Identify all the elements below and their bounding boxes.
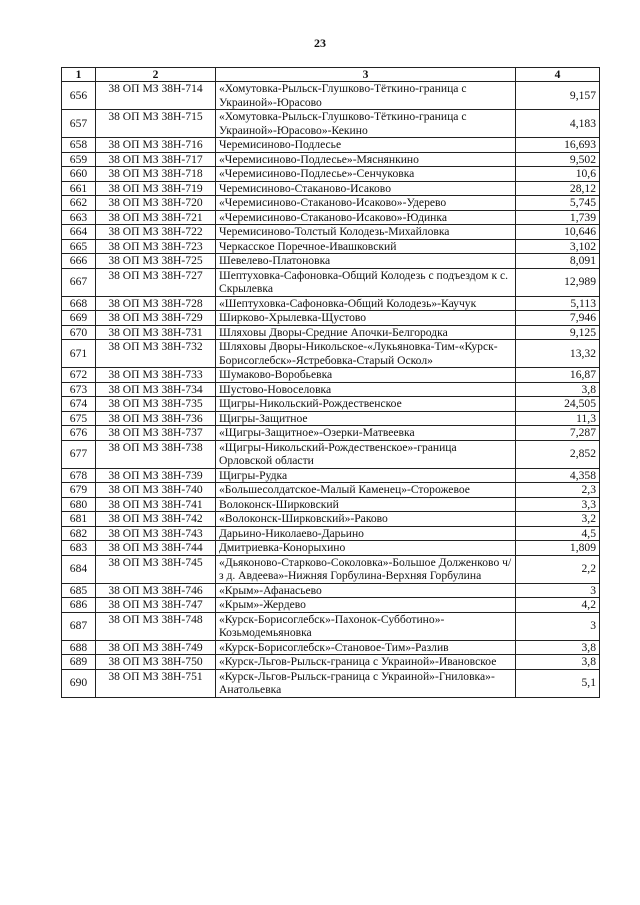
table-row: [62, 296, 600, 311]
table-row: [62, 526, 600, 541]
road-name: Шептуховка-Сафоновка-Общий Колодезь с подъездом к с. Скрылевка: [216, 268, 516, 296]
road-code: 38 ОП МЗ 38Н-746: [96, 583, 216, 598]
table-row: [62, 152, 600, 167]
road-length: 9,157: [516, 82, 600, 110]
table-row: [62, 468, 600, 483]
road-name: «Крым»-Афанасьево: [216, 583, 516, 598]
road-length: 8,091: [516, 254, 600, 269]
table-row: [62, 181, 600, 196]
road-name: Щигры-Никольский-Рождественское: [216, 397, 516, 412]
row-number: 683: [62, 541, 96, 556]
page-number: 23: [314, 36, 326, 50]
row-number: 689: [62, 655, 96, 670]
road-name: Дмитриевка-Конорыхино: [216, 541, 516, 556]
road-name: «Черемисиново-Подлесье»-Мяснянкино: [216, 152, 516, 167]
road-length: 11,3: [516, 411, 600, 426]
table-row: [62, 368, 600, 383]
table-row: [62, 397, 600, 412]
table-row: [62, 110, 600, 138]
row-number: 670: [62, 325, 96, 340]
row-number: 678: [62, 468, 96, 483]
road-code: 38 ОП МЗ 38Н-739: [96, 468, 216, 483]
table-row: [62, 669, 600, 697]
road-length: 3,8: [516, 655, 600, 670]
road-code: 38 ОП МЗ 38Н-722: [96, 225, 216, 240]
table-row: [62, 598, 600, 613]
road-code: 38 ОП МЗ 38Н-750: [96, 655, 216, 670]
road-code: 38 ОП МЗ 38Н-736: [96, 411, 216, 426]
road-code: 38 ОП МЗ 38Н-719: [96, 181, 216, 196]
row-number: 667: [62, 268, 96, 296]
table-row: [62, 239, 600, 254]
row-number: 673: [62, 382, 96, 397]
road-name: «Большесолдатское-Малый Каменец»-Сторожевое: [216, 483, 516, 498]
road-code: 38 ОП МЗ 38Н-745: [96, 555, 216, 583]
road-code: 38 ОП МЗ 38Н-728: [96, 296, 216, 311]
road-length: 28,12: [516, 181, 600, 196]
road-code: 38 ОП МЗ 38Н-725: [96, 254, 216, 269]
road-code: 38 ОП МЗ 38Н-749: [96, 640, 216, 655]
road-length: 3,102: [516, 239, 600, 254]
road-code: 38 ОП МЗ 38Н-733: [96, 368, 216, 383]
row-number: 669: [62, 311, 96, 326]
road-length: 10,646: [516, 225, 600, 240]
row-number: 663: [62, 210, 96, 225]
road-code: 38 ОП МЗ 38Н-737: [96, 426, 216, 441]
road-code: 38 ОП МЗ 38Н-744: [96, 541, 216, 556]
road-code: 38 ОП МЗ 38Н-734: [96, 382, 216, 397]
road-name: «Крым»-Жердево: [216, 598, 516, 613]
road-name: «Щигры-Никольский-Рождественское»-граница Орловской области: [216, 440, 516, 468]
road-length: 5,745: [516, 196, 600, 211]
road-length: 2,852: [516, 440, 600, 468]
table-row: [62, 340, 600, 368]
road-length: 3,3: [516, 497, 600, 512]
row-number: 685: [62, 583, 96, 598]
road-code: 38 ОП МЗ 38Н-735: [96, 397, 216, 412]
row-number: 656: [62, 82, 96, 110]
row-number: 657: [62, 110, 96, 138]
table-row: [62, 497, 600, 512]
row-number: 687: [62, 612, 96, 640]
road-name: Волоконск-Ширковский: [216, 497, 516, 512]
table-header-row: [62, 68, 600, 82]
table-row: [62, 325, 600, 340]
row-number: 681: [62, 512, 96, 527]
road-code: 38 ОП МЗ 38Н-717: [96, 152, 216, 167]
road-name: «Черемисиново-Подлесье»-Сенчуковка: [216, 167, 516, 182]
table-row: [62, 612, 600, 640]
table-row: [62, 541, 600, 556]
road-name: Щигры-Защитное: [216, 411, 516, 426]
road-code: 38 ОП МЗ 38Н-718: [96, 167, 216, 182]
road-name: Дарьино-Николаево-Дарьино: [216, 526, 516, 541]
road-name: «Курск-Борисоглебск»-Становое-Тим»-Разлив: [216, 640, 516, 655]
road-name: «Курск-Льгов-Рыльск-граница с Украиной»-Ивановское: [216, 655, 516, 670]
table-row: [62, 268, 600, 296]
row-number: 679: [62, 483, 96, 498]
table-row: [62, 512, 600, 527]
road-name: Ширково-Хрылевка-Щустово: [216, 311, 516, 326]
row-number: 662: [62, 196, 96, 211]
road-code: 38 ОП МЗ 38Н-716: [96, 138, 216, 153]
road-length: 5,1: [516, 669, 600, 697]
row-number: 688: [62, 640, 96, 655]
table-row: [62, 196, 600, 211]
road-code: 38 ОП МЗ 38Н-714: [96, 82, 216, 110]
row-number: 668: [62, 296, 96, 311]
road-length: 24,505: [516, 397, 600, 412]
road-length: 3,8: [516, 382, 600, 397]
table-row: [62, 640, 600, 655]
table-row: [62, 311, 600, 326]
header-col-1: 1: [62, 68, 96, 82]
table-row: [62, 167, 600, 182]
table-row: [62, 583, 600, 598]
row-number: 680: [62, 497, 96, 512]
road-code: 38 ОП МЗ 38Н-727: [96, 268, 216, 296]
row-number: 684: [62, 555, 96, 583]
header-col-2: 2: [96, 68, 216, 82]
road-code: 38 ОП МЗ 38Н-721: [96, 210, 216, 225]
road-name: «Дьяконово-Старково-Соколовка»-Большое Долженково ч/з д. Авдеева»-Нижняя Горбулина-Верхняя Горбулина: [216, 555, 516, 583]
road-code: 38 ОП МЗ 38Н-731: [96, 325, 216, 340]
road-code: 38 ОП МЗ 38Н-748: [96, 612, 216, 640]
road-name: Шляховы Дворы-Никольское-«Лукьяновка-Тим-«Курск-Борисоглебск»-Ястребовка-Старый Оскол»: [216, 340, 516, 368]
road-code: 38 ОП МЗ 38Н-738: [96, 440, 216, 468]
road-name: Черемисиново-Толстый Колодезь-Михайловка: [216, 225, 516, 240]
road-code: 38 ОП МЗ 38Н-743: [96, 526, 216, 541]
table-row: [62, 555, 600, 583]
row-number: 660: [62, 167, 96, 182]
road-code: 38 ОП МЗ 38Н-751: [96, 669, 216, 697]
row-number: 676: [62, 426, 96, 441]
road-length: 2,3: [516, 483, 600, 498]
row-number: 658: [62, 138, 96, 153]
road-name: «Черемисиново-Стаканово-Исаково»-Юдинка: [216, 210, 516, 225]
road-length: 2,2: [516, 555, 600, 583]
road-length: 16,693: [516, 138, 600, 153]
road-length: 16,87: [516, 368, 600, 383]
road-name: «Черемисиново-Стаканово-Исаково»-Удерево: [216, 196, 516, 211]
row-number: 675: [62, 411, 96, 426]
road-length: 4,358: [516, 468, 600, 483]
road-code: 38 ОП МЗ 38Н-732: [96, 340, 216, 368]
road-code: 38 ОП МЗ 38Н-720: [96, 196, 216, 211]
row-number: 674: [62, 397, 96, 412]
row-number: 671: [62, 340, 96, 368]
row-number: 677: [62, 440, 96, 468]
table-row: [62, 382, 600, 397]
table-row: [62, 138, 600, 153]
road-name: «Хомутовка-Рыльск-Глушково-Тёткино-граница с Украиной»-Юрасово»-Кекино: [216, 110, 516, 138]
table-row: [62, 411, 600, 426]
road-length: 9,125: [516, 325, 600, 340]
road-length: 3,2: [516, 512, 600, 527]
road-length: 4,183: [516, 110, 600, 138]
row-number: 682: [62, 526, 96, 541]
table-row: [62, 225, 600, 240]
road-code: 38 ОП МЗ 38Н-723: [96, 239, 216, 254]
road-name: «Волоконск-Ширковский»-Раково: [216, 512, 516, 527]
road-name: «Шептуховка-Сафоновка-Общий Колодезь»-Каучук: [216, 296, 516, 311]
road-name: «Курск-Борисоглебск»-Пахонок-Субботино»-Козьмодемьяновка: [216, 612, 516, 640]
road-length: 3: [516, 612, 600, 640]
table-row: [62, 483, 600, 498]
road-length: 5,113: [516, 296, 600, 311]
road-length: 9,502: [516, 152, 600, 167]
road-code: 38 ОП МЗ 38Н-715: [96, 110, 216, 138]
row-number: 661: [62, 181, 96, 196]
road-name: «Хомутовка-Рыльск-Глушково-Тёткино-граница с Украиной»-Юрасово: [216, 82, 516, 110]
road-name: Щигры-Рудка: [216, 468, 516, 483]
road-length: 3: [516, 583, 600, 598]
road-name: «Щигры-Защитное»-Озерки-Матвеевка: [216, 426, 516, 441]
road-name: Шляховы Дворы-Средние Апочки-Белгородка: [216, 325, 516, 340]
row-number: 690: [62, 669, 96, 697]
road-name: Шевелево-Платоновка: [216, 254, 516, 269]
header-col-3: 3: [216, 68, 516, 82]
road-name: «Курск-Льгов-Рыльск-граница с Украиной»-Гниловка»-Анатольевка: [216, 669, 516, 697]
road-length: 7,287: [516, 426, 600, 441]
row-number: 665: [62, 239, 96, 254]
road-length: 1,809: [516, 541, 600, 556]
road-code: 38 ОП МЗ 38Н-742: [96, 512, 216, 527]
road-name: Шустово-Новоселовка: [216, 382, 516, 397]
road-length: 10,6: [516, 167, 600, 182]
road-length: 7,946: [516, 311, 600, 326]
road-name: Черкасское Поречное-Ивашковский: [216, 239, 516, 254]
table-row: [62, 254, 600, 269]
road-length: 1,739: [516, 210, 600, 225]
road-length: 13,32: [516, 340, 600, 368]
table-row: [62, 426, 600, 441]
road-code: 38 ОП МЗ 38Н-740: [96, 483, 216, 498]
road-name: Шумаково-Воробьевка: [216, 368, 516, 383]
row-number: 672: [62, 368, 96, 383]
row-number: 666: [62, 254, 96, 269]
table-row: [62, 82, 600, 110]
road-length: 4,5: [516, 526, 600, 541]
road-code: 38 ОП МЗ 38Н-729: [96, 311, 216, 326]
table-row: [62, 655, 600, 670]
row-number: 686: [62, 598, 96, 613]
road-length: 3,8: [516, 640, 600, 655]
road-name: Черемисиново-Стаканово-Исаково: [216, 181, 516, 196]
road-length: 4,2: [516, 598, 600, 613]
road-name: Черемисиново-Подлесье: [216, 138, 516, 153]
road-length: 12,989: [516, 268, 600, 296]
row-number: 664: [62, 225, 96, 240]
row-number: 659: [62, 152, 96, 167]
road-code: 38 ОП МЗ 38Н-747: [96, 598, 216, 613]
table-body: [62, 82, 600, 698]
table-row: [62, 440, 600, 468]
road-code: 38 ОП МЗ 38Н-741: [96, 497, 216, 512]
table-row: [62, 210, 600, 225]
roads-table: [61, 67, 600, 698]
header-col-4: 4: [516, 68, 600, 82]
